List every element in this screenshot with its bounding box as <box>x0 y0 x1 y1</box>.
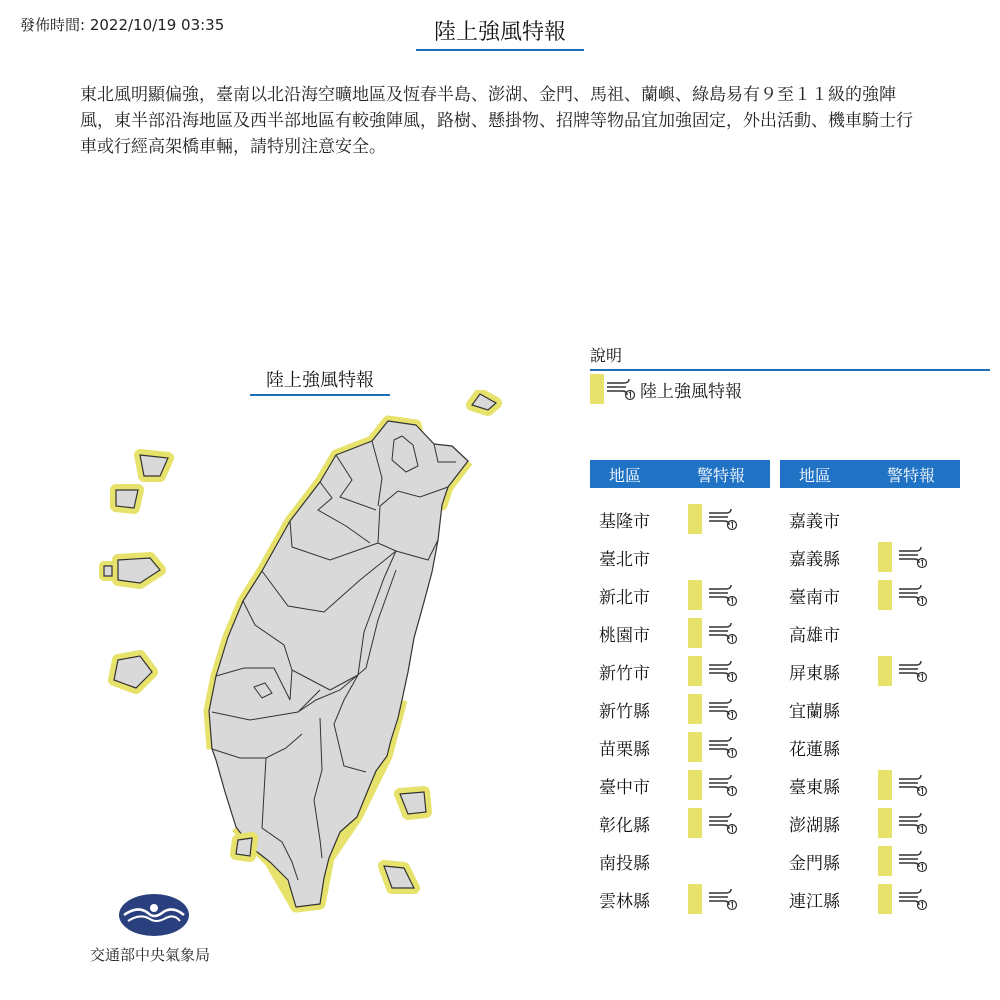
warning-cell <box>688 770 770 800</box>
matsu-islands <box>472 394 496 410</box>
warning-cell <box>878 884 960 914</box>
warning-cell <box>688 504 770 534</box>
table-row <box>590 500 770 538</box>
warning-table-right <box>780 460 960 918</box>
warning-table-left <box>590 460 770 918</box>
area-name: 花蓮縣 <box>789 739 840 760</box>
strong-wind-icon <box>706 887 738 911</box>
warning-color-swatch <box>878 808 892 838</box>
table-row <box>780 576 960 614</box>
warning-color-swatch <box>878 656 892 686</box>
table-row <box>780 880 960 918</box>
warning-cell <box>688 884 770 914</box>
header-warning: 警特報 <box>886 465 935 485</box>
agency-name: 交通部中央氣象局 <box>89 946 210 964</box>
liuqiu-island <box>236 838 252 856</box>
area-name: 苗栗縣 <box>599 739 650 760</box>
area-name: 桃園市 <box>599 625 650 646</box>
area-name: 高雄市 <box>789 625 840 646</box>
header-area: 地區 <box>798 465 831 485</box>
penghu-islands <box>104 455 168 583</box>
warning-cell <box>878 542 960 572</box>
table-row <box>590 690 770 728</box>
page-title: 陸上強風特報 <box>416 15 584 51</box>
warning-color-swatch <box>688 770 702 800</box>
table-row <box>590 880 770 918</box>
area-name: 屏東縣 <box>789 663 840 684</box>
legend-title: 說明 <box>590 343 990 371</box>
green-island <box>400 792 426 814</box>
table-header <box>780 460 960 488</box>
strong-wind-icon <box>896 887 928 911</box>
warning-color-swatch <box>688 732 702 762</box>
orchid-island <box>384 866 414 888</box>
strong-wind-icon <box>896 659 928 683</box>
table-row <box>590 538 770 576</box>
area-name: 連江縣 <box>789 891 840 912</box>
area-name: 澎湖縣 <box>789 815 840 836</box>
warning-cell <box>878 656 960 686</box>
warning-color-swatch <box>688 808 702 838</box>
strong-wind-icon <box>706 697 738 721</box>
area-name: 金門縣 <box>789 853 840 874</box>
area-name: 嘉義市 <box>789 511 840 532</box>
strong-wind-icon <box>706 507 738 531</box>
header-area: 地區 <box>608 465 641 485</box>
warning-cell <box>688 694 770 724</box>
warning-color-swatch <box>688 618 702 648</box>
table-row <box>780 538 960 576</box>
table-row <box>780 690 960 728</box>
table-row <box>590 614 770 652</box>
table-row <box>590 576 770 614</box>
area-name: 宜蘭縣 <box>789 701 840 722</box>
warning-color-swatch <box>688 504 702 534</box>
strong-wind-icon <box>706 773 738 797</box>
table-row <box>590 842 770 880</box>
table-row <box>590 728 770 766</box>
strong-wind-icon <box>706 583 738 607</box>
warning-color-swatch <box>878 580 892 610</box>
warning-cell <box>878 580 960 610</box>
strong-wind-icon <box>706 659 738 683</box>
legend-label: 陸上強風特報 <box>640 381 742 402</box>
warning-cell <box>688 656 770 686</box>
strong-wind-icon <box>706 735 738 759</box>
table-row <box>590 766 770 804</box>
strong-wind-icon <box>706 811 738 835</box>
table-row <box>780 614 960 652</box>
warning-color-swatch <box>878 542 892 572</box>
area-name: 雲林縣 <box>599 891 650 912</box>
area-name: 臺東縣 <box>789 777 840 798</box>
warning-cell <box>688 808 770 838</box>
area-name: 新北市 <box>599 587 650 608</box>
table-row <box>780 728 960 766</box>
cwb-logo-icon <box>118 893 190 937</box>
warning-color-swatch <box>688 580 702 610</box>
warning-cell <box>878 808 960 838</box>
area-name: 臺中市 <box>599 777 650 798</box>
strong-wind-icon <box>896 811 928 835</box>
area-name: 基隆市 <box>599 511 650 532</box>
header-warning: 警特報 <box>696 465 745 485</box>
area-name: 彰化縣 <box>599 815 650 836</box>
warning-color-swatch <box>878 884 892 914</box>
kinmen-islands <box>114 656 152 688</box>
table-row <box>780 652 960 690</box>
area-name: 嘉義縣 <box>789 549 840 570</box>
strong-wind-icon <box>896 849 928 873</box>
strong-wind-icon <box>706 621 738 645</box>
warning-color-swatch <box>878 846 892 876</box>
table-row <box>780 500 960 538</box>
table-row <box>780 804 960 842</box>
strong-wind-icon <box>896 545 928 569</box>
warning-cell <box>878 846 960 876</box>
warning-cell <box>688 732 770 762</box>
table-row <box>780 766 960 804</box>
warning-cell <box>688 580 770 610</box>
table-row <box>590 652 770 690</box>
warning-color-swatch <box>590 374 604 404</box>
area-name: 臺南市 <box>789 587 840 608</box>
strong-wind-icon <box>896 583 928 607</box>
warning-color-swatch <box>688 656 702 686</box>
area-name: 臺北市 <box>599 549 650 570</box>
warning-cell <box>878 770 960 800</box>
area-name: 新竹市 <box>599 663 650 684</box>
warning-description: 東北風明顯偏強，臺南以北沿海空曠地區及恆春半島、澎湖、金門、馬祖、蘭嶼、綠島易有９至１１級的強陣風，東半部沿海地區及西半部地區有較強陣風，路樹、懸掛物、招牌等物品宜加強固定，外出活動、機車騎士行車或行經高架橋車輛，請特別注意安全。 <box>80 85 913 157</box>
area-name: 南投縣 <box>599 853 650 874</box>
strong-wind-icon <box>604 377 636 401</box>
warning-cell <box>688 618 770 648</box>
table-row <box>590 804 770 842</box>
issued-time: 發佈時間: 2022/10/19 03:35 <box>20 16 225 34</box>
strong-wind-icon <box>896 773 928 797</box>
map-title: 陸上強風特報 <box>250 366 390 396</box>
warning-color-swatch <box>688 694 702 724</box>
area-name: 新竹縣 <box>599 701 650 722</box>
warning-color-swatch <box>688 884 702 914</box>
legend-item-strong-wind <box>590 374 742 404</box>
warning-color-swatch <box>878 770 892 800</box>
table-row <box>780 842 960 880</box>
table-header <box>590 460 770 488</box>
taiwan-warning-map <box>0 390 520 930</box>
